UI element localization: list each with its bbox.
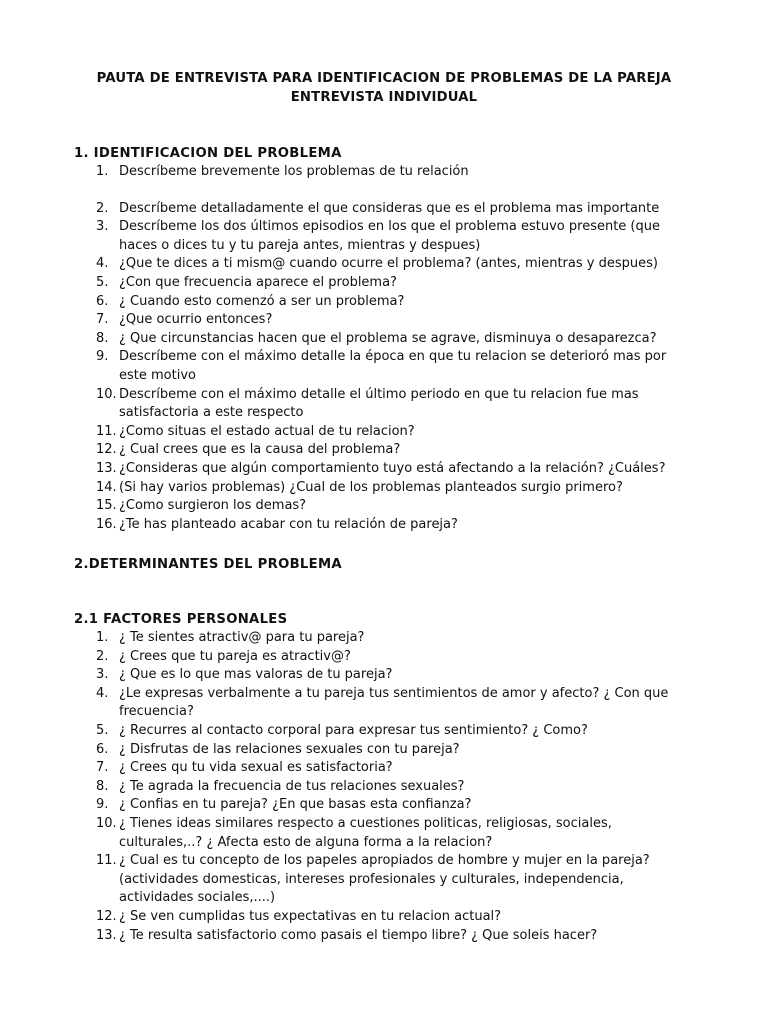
question-text: ¿ Que circunstancias hacen que el problema se agrave, disminuya o desaparezca? xyxy=(119,330,657,346)
question-number: 11. xyxy=(96,423,117,439)
section-2-1-question-list xyxy=(74,629,674,945)
question-number: 2. xyxy=(96,648,109,664)
question-text: ¿ Cuando esto comenzó a ser un problema? xyxy=(119,293,405,309)
question-item xyxy=(74,255,674,274)
question-item xyxy=(74,200,674,219)
question-item xyxy=(74,218,674,255)
question-text: Descríbeme con el máximo detalle el último periodo en que tu relacion fue mas xyxy=(119,386,639,402)
question-item xyxy=(74,927,674,946)
question-number: 4. xyxy=(96,685,109,701)
question-item xyxy=(74,423,674,442)
question-item xyxy=(74,908,674,927)
question-number: 12. xyxy=(96,442,117,458)
question-text: ¿ Confias en tu pareja? ¿En que basas esta confianza? xyxy=(119,797,472,813)
question-text: (actividades domesticas, intereses profesionales y culturales, independencia, xyxy=(119,871,624,887)
question-item xyxy=(74,330,674,349)
question-item xyxy=(74,796,674,815)
question-item xyxy=(74,441,674,460)
question-text: ¿Con que frecuencia aparece el problema? xyxy=(119,274,397,290)
section-1-question-list xyxy=(74,163,674,534)
question-text: Descríbeme brevemente los problemas de tu relación xyxy=(119,164,469,179)
question-item xyxy=(74,293,674,312)
question-item xyxy=(74,516,674,535)
question-text: ¿ Tienes ideas similares respecto a cuestiones politicas, religiosas, sociales, xyxy=(119,815,612,831)
question-number: 8. xyxy=(96,778,109,794)
question-number: 7. xyxy=(96,760,109,776)
question-number: 15. xyxy=(96,498,117,514)
question-item xyxy=(74,815,674,852)
question-text: culturales,..? ¿ Afecta esto de alguna forma a la relacion? xyxy=(119,834,493,850)
question-item xyxy=(74,648,674,667)
question-text: ¿ Crees qu tu vida sexual es satisfactoria? xyxy=(119,760,393,776)
question-text: (Si hay varios problemas) ¿Cual de los problemas planteados surgio primero? xyxy=(119,479,623,495)
question-text: Descríbeme detalladamente el que consideras que es el problema mas importante xyxy=(119,200,660,216)
question-text: Descríbeme con el máximo detalle la época en que tu relacion se deterioró mas por xyxy=(119,349,667,365)
question-item xyxy=(74,685,674,722)
question-number: 5. xyxy=(96,722,109,738)
document-title: PAUTA DE ENTREVISTA PARA IDENTIFICACION DE PROBLEMAS DE LA PAREJA xyxy=(96,71,672,86)
section-1-heading: 1. IDENTIFICACION DEL PROBLEMA xyxy=(74,146,342,161)
question-text: ¿ Se ven cumplidas tus expectativas en tu relacion actual? xyxy=(119,908,502,924)
question-text: ¿ Cual es tu concepto de los papeles apropiados de hombre y mujer en la pareja? xyxy=(119,853,650,869)
question-number: 12. xyxy=(96,908,117,924)
question-text: ¿Que te dices a ti mism@ cuando ocurre el problema? (antes, mientras y despues) xyxy=(119,256,658,272)
question-number: 6. xyxy=(96,741,109,757)
question-text: ¿ Cual crees que es la causa del problema? xyxy=(119,442,401,458)
question-text: satisfactoria a este respecto xyxy=(119,405,304,421)
question-text: ¿Le expresas verbalmente a tu pareja tus sentimientos de amor y afecto? ¿ Con que xyxy=(119,685,669,701)
question-item xyxy=(74,348,674,385)
question-item xyxy=(74,460,674,479)
question-text: ¿ Recurres al contacto corporal para expresar tus sentimiento? ¿ Como? xyxy=(119,722,588,738)
question-text: Descríbeme los dos últimos episodios en los que el problema estuvo presente (que xyxy=(119,219,660,235)
question-number: 14. xyxy=(96,479,117,495)
question-text: ¿Que ocurrio entonces? xyxy=(119,312,273,328)
question-item xyxy=(74,311,674,330)
question-text: ¿Como situas el estado actual de tu relacion? xyxy=(119,423,415,439)
question-text: ¿ Que es lo que mas valoras de tu pareja? xyxy=(119,667,393,683)
question-text: este motivo xyxy=(119,367,196,383)
question-number: 10. xyxy=(96,815,117,831)
question-text: actividades sociales,....) xyxy=(119,890,276,906)
question-item xyxy=(74,629,674,648)
question-text: ¿Como surgieron los demas? xyxy=(119,498,307,514)
question-item xyxy=(74,722,674,741)
question-number: 9. xyxy=(96,349,109,365)
question-text: ¿ Crees que tu pareja es atractiv@? xyxy=(119,648,351,664)
question-item xyxy=(74,666,674,685)
question-item xyxy=(74,741,674,760)
section-2-heading: 2.DETERMINANTES DEL PROBLEMA xyxy=(74,557,342,572)
question-item xyxy=(74,274,674,293)
question-text: ¿ Te agrada la frecuencia de tus relaciones sexuales? xyxy=(119,778,465,794)
question-number: 13. xyxy=(96,927,117,943)
document-subtitle: ENTREVISTA INDIVIDUAL xyxy=(290,90,478,105)
question-text: ¿ Te resulta satisfactorio como pasais el tiempo libre? ¿ Que soleis hacer? xyxy=(119,927,598,943)
question-number: 7. xyxy=(96,312,109,328)
question-text: ¿ Te sientes atractiv@ para tu pareja? xyxy=(119,630,365,645)
question-item xyxy=(74,852,674,908)
question-number: 4. xyxy=(96,256,109,272)
question-number: 16. xyxy=(96,516,117,532)
question-item xyxy=(74,778,674,797)
question-number: 1. xyxy=(96,630,109,645)
question-number: 5. xyxy=(96,274,109,290)
question-text: ¿ Disfrutas de las relaciones sexuales con tu pareja? xyxy=(119,741,460,757)
question-number: 13. xyxy=(96,460,117,476)
question-number: 3. xyxy=(96,219,109,235)
question-number: 11. xyxy=(96,853,117,869)
question-text: frecuencia? xyxy=(119,704,194,720)
question-number: 8. xyxy=(96,330,109,346)
question-item xyxy=(74,759,674,778)
question-number: 3. xyxy=(96,667,109,683)
question-text: ¿Consideras que algún comportamiento tuyo está afectando a la relación? ¿Cuáles? xyxy=(119,460,666,476)
question-number: 6. xyxy=(96,293,109,309)
question-number: 1. xyxy=(96,164,109,179)
question-item xyxy=(74,386,674,423)
question-number: 9. xyxy=(96,797,109,813)
question-item xyxy=(74,497,674,516)
question-number: 2. xyxy=(96,200,109,216)
question-item xyxy=(74,479,674,498)
question-item xyxy=(74,163,674,182)
question-text: ¿Te has planteado acabar con tu relación de pareja? xyxy=(119,516,458,532)
question-text: haces o dices tu y tu pareja antes, mientras y despues) xyxy=(119,237,481,253)
section-2-1-heading: 2.1 FACTORES PERSONALES xyxy=(74,612,288,627)
question-number: 10. xyxy=(96,386,117,402)
